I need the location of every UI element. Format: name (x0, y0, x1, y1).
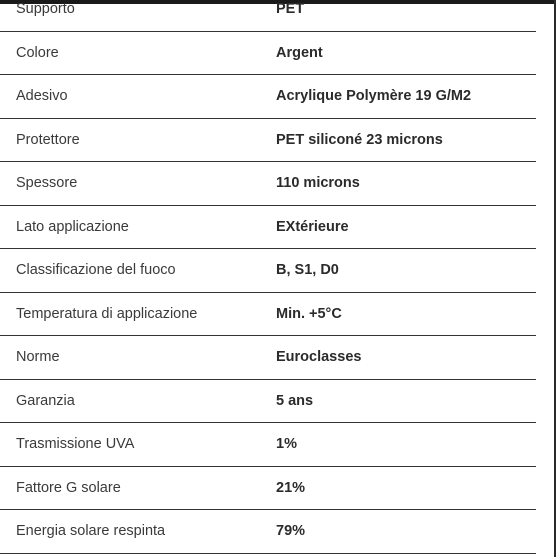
spec-value: Argent (260, 31, 536, 75)
table-row (0, 0, 536, 31)
spec-value: 110 microns (260, 162, 536, 206)
table-row (0, 423, 536, 467)
table-row (0, 379, 536, 423)
spec-value: 21% (260, 466, 536, 510)
table-row (0, 118, 536, 162)
table-row (0, 336, 536, 380)
spec-label: Supporto (0, 0, 260, 31)
spec-label: Norme (0, 336, 260, 380)
spec-label: Fattore G solare (0, 466, 260, 510)
spec-value: Min. +5°C (260, 292, 536, 336)
spec-label: Temperatura di applicazione (0, 292, 260, 336)
spec-label: Energia solare respinta (0, 510, 260, 554)
spec-value: B, S1, D0 (260, 249, 536, 293)
table-row (0, 31, 536, 75)
spec-value: Acrylique Polymère 19 G/M2 (260, 75, 536, 119)
spec-value: 5 ans (260, 379, 536, 423)
table-row (0, 162, 536, 206)
spec-label: Garanzia (0, 379, 260, 423)
spec-label: Protettore (0, 118, 260, 162)
table-row (0, 249, 536, 293)
spec-label: Trasmissione UVA (0, 423, 260, 467)
spec-label: Classificazione del fuoco (0, 249, 260, 293)
spec-label: Colore (0, 31, 260, 75)
spec-value: 79% (260, 510, 536, 554)
table-row (0, 510, 536, 554)
table-row (0, 75, 536, 119)
spec-label: Spessore (0, 162, 260, 206)
spec-value: PET siliconé 23 microns (260, 118, 536, 162)
spec-value: Euroclasses (260, 336, 536, 380)
spec-label: Adesivo (0, 75, 260, 119)
table-row (0, 466, 536, 510)
table-row (0, 292, 536, 336)
spec-value: 1% (260, 423, 536, 467)
spec-value: PET (260, 0, 536, 31)
spec-value: EXtérieure (260, 205, 536, 249)
spec-label: Lato applicazione (0, 205, 260, 249)
table-row (0, 205, 536, 249)
